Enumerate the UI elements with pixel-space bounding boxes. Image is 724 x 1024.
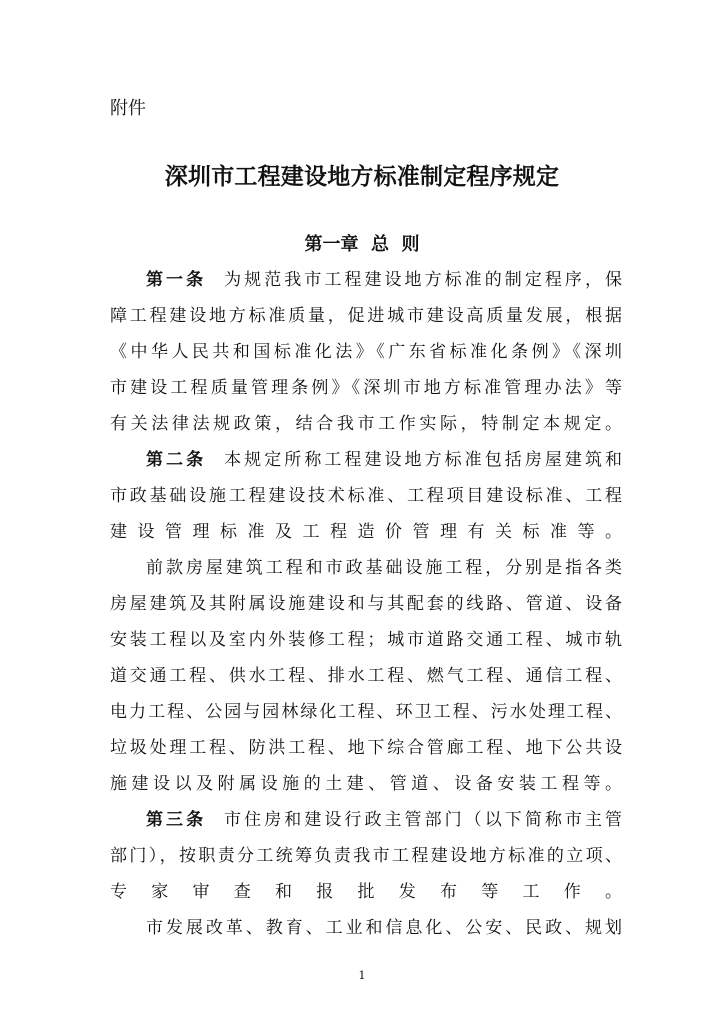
- page-number: 1: [358, 969, 366, 982]
- text-line: 房屋建筑及其附属设施建设和与其配套的线路、管道、设备: [110, 594, 622, 614]
- text-line: 前款房屋建筑工程和市政基础设施工程，分别是指各类: [146, 558, 622, 578]
- text-line: 《中华人民共和国标准化法》《广东省标准化条例》《深圳: [110, 342, 622, 362]
- text-line: 部门），按职责分工统筹负责我市工程建设地方标准的立项、: [110, 846, 622, 866]
- text-line: 障工程建设地方标准质量，促进城市建设高质量发展，根据: [110, 306, 622, 326]
- text-line: 道交通工程、供水工程、排水工程、燃气工程、通信工程、: [110, 666, 622, 686]
- text-line: 市建设工程质量管理条例》《深圳市地方标准管理办法》等: [110, 378, 622, 398]
- text-line: 安装工程以及室内外装修工程；城市道路交通工程、城市轨: [110, 630, 622, 650]
- text-line: 建设管理标准及工程造价管理有关标准等。: [110, 522, 622, 542]
- article-label: 第二条: [146, 450, 207, 470]
- text-line: [110, 262, 622, 298]
- text-line: [110, 442, 622, 478]
- document-body: [110, 262, 622, 946]
- text-line: 垃圾处理工程、防洪工程、地下综合管廊工程、地下公共设: [110, 738, 622, 758]
- text-line: 市政基础设施工程建设技术标准、工程项目建设标准、工程: [110, 486, 622, 506]
- text-line: 有关法律法规政策，结合我市工作实际，特制定本规定。: [110, 414, 622, 434]
- chapter-heading: 第一章 总 则: [304, 234, 420, 255]
- line-text: 为规范我市工程建设地方标准的制定程序，保: [224, 270, 622, 290]
- line-text: 本规定所称工程建设地方标准包括房屋建筑和: [224, 450, 622, 470]
- text-line: 电力工程、公园与园林绿化工程、环卫工程、污水处理工程、: [110, 702, 622, 722]
- attachment-label: 附件: [110, 98, 146, 119]
- text-line: [110, 802, 622, 838]
- line-text: 市住房和建设行政主管部门（以下简称市主管: [224, 810, 622, 830]
- article-label: 第一条: [146, 270, 207, 290]
- text-line: 施建设以及附属设施的土建、管道、设备安装工程等。: [110, 774, 622, 794]
- text-line: 市发展改革、教育、工业和信息化、公安、民政、规划: [146, 918, 622, 938]
- document-title: 深圳市工程建设地方标准制定程序规定: [164, 164, 560, 190]
- text-line: 专家审查和报批发布等工作。: [110, 882, 622, 902]
- article-label: 第三条: [146, 810, 207, 830]
